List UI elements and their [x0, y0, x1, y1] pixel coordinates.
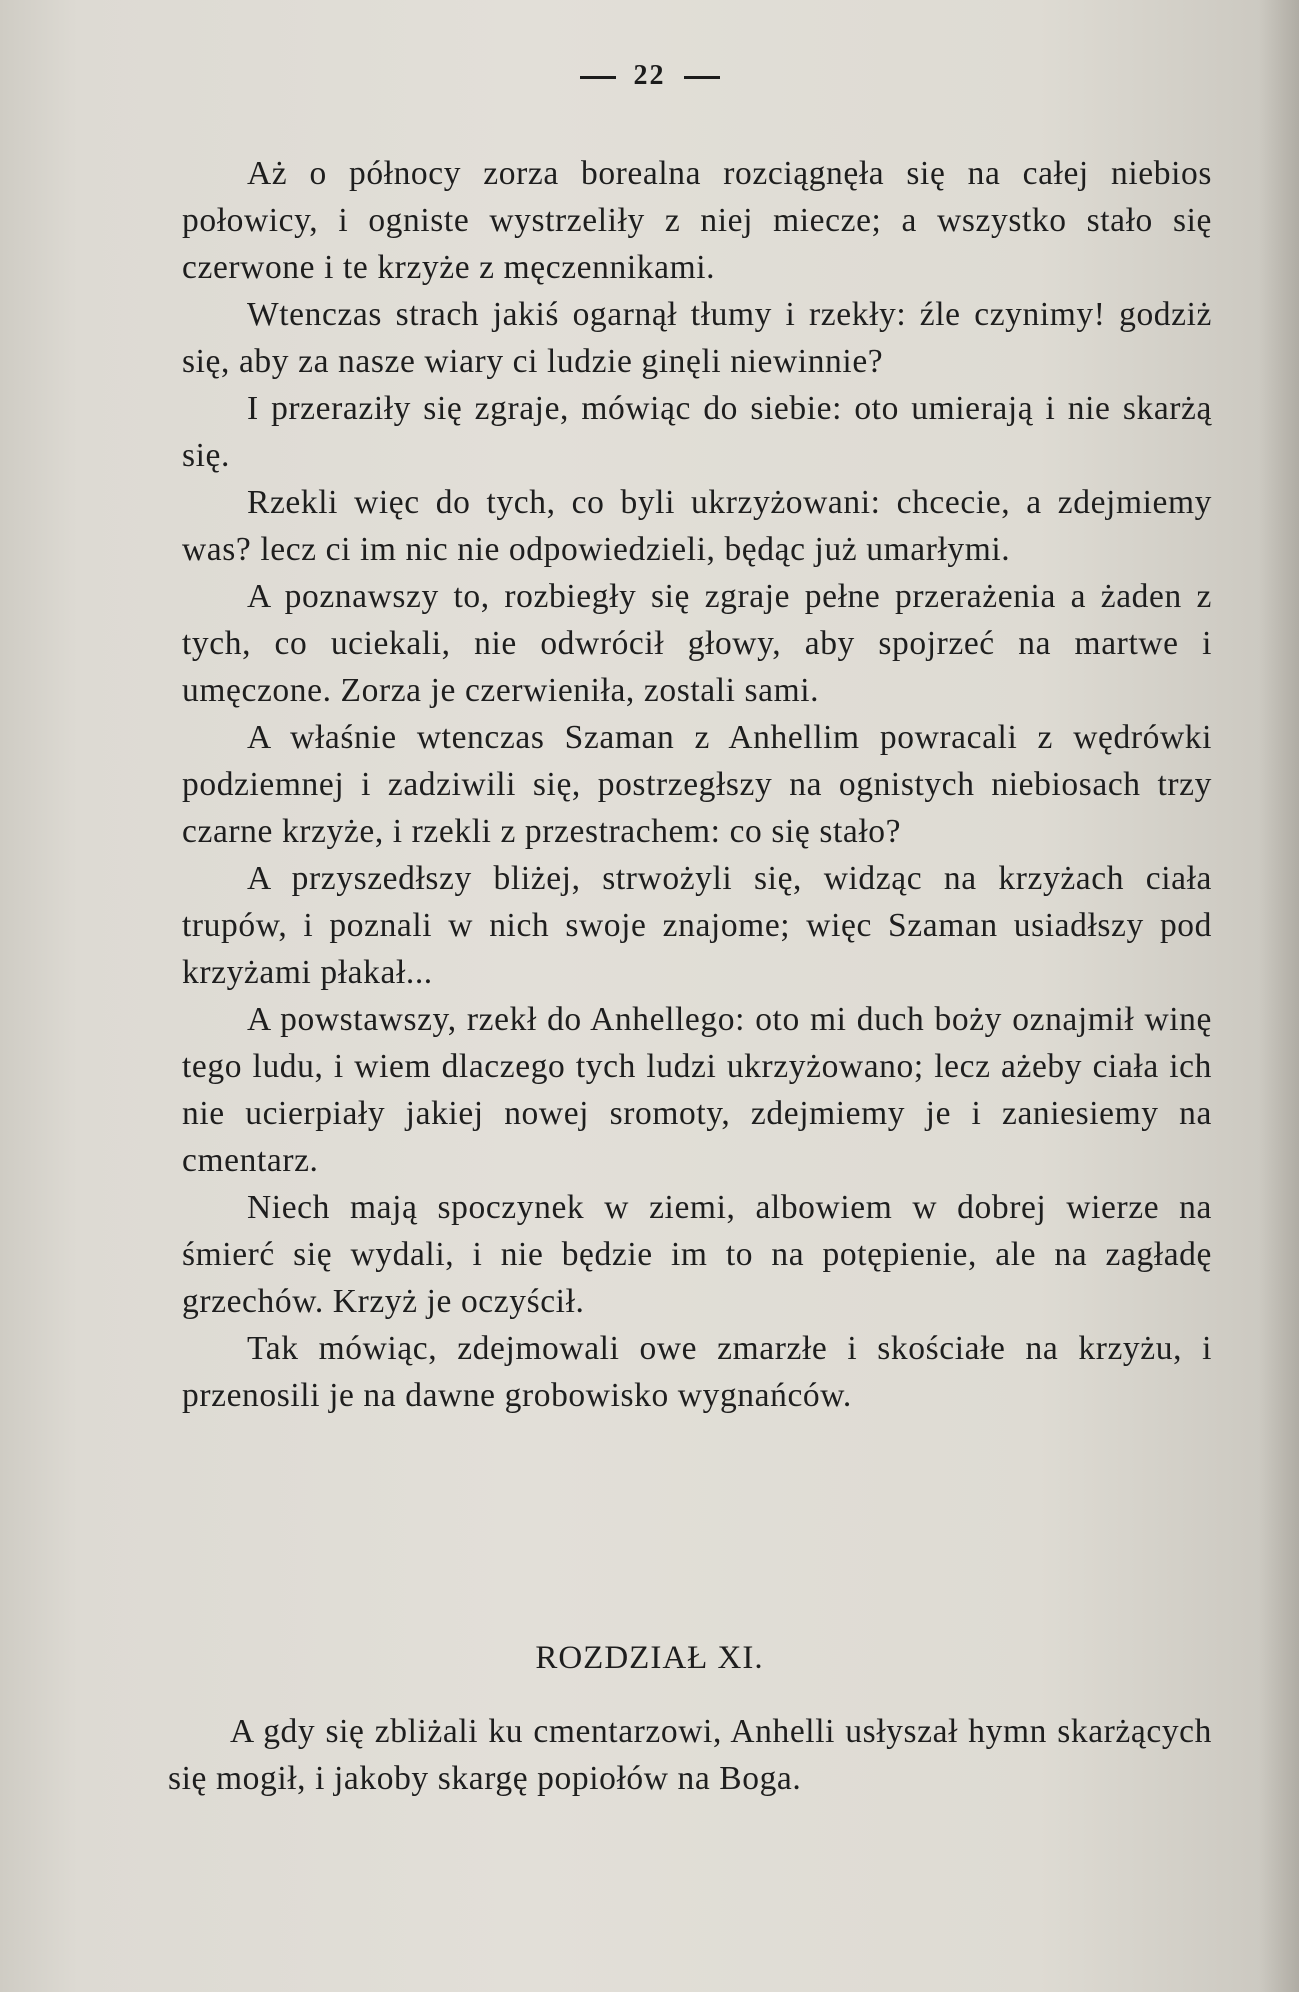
paragraph-3: I przeraziły się zgraje, mówiąc do siebie: oto umierają i nie skarżą się.: [182, 390, 1212, 474]
chapter-heading: ROZDZIAŁ XI.: [535, 1640, 764, 1676]
paragraph-7: A przyszedłszy bliżej, strwożyli się, widząc na krzyżach ciała trupów, i poznali w nich swoje znajome; więc Szaman usiadłszy pod krzyżami płakał...: [182, 860, 1212, 991]
chapter-body-text: [168, 1708, 1212, 1802]
paragraph-9: Niech mają spoczynek w ziemi, albowiem w dobrej wierze na śmierć się wydali, i nie będzie im to na potępienie, ale na zagładę grzechów. Krzyż je oczyścił.: [182, 1189, 1212, 1320]
paragraph-8: A powstawszy, rzekł do Anhellego: oto mi duch boży oznajmił winę tego ludu, i wiem dlaczego tych ludzi ukrzyżowano; lecz ażeby ciała ich nie ucierpiały jakiej nowej sromoty, zdejmiemy je i zaniesiemy na cmentarz.: [182, 1001, 1212, 1179]
chapter-paragraph-1: A gdy się zbliżali ku cmentarzowi, Anhelli usłyszał hymn skarżących się mogił, i jakoby skargę popiołów na Boga.: [168, 1713, 1212, 1797]
page-number: 22: [633, 60, 666, 91]
paragraph-6: A właśnie wtenczas Szaman z Anhellim powracali z wędrówki podziemnej i zadziwili się, postrzegłszy na ognistych niebiosach trzy czarne krzyże, i rzekli z przestrachem: co się stało?: [182, 719, 1212, 850]
body-text: [182, 150, 1212, 1419]
header-dash-left: [580, 76, 616, 79]
paragraph-10: Tak mówiąc, zdejmowali owe zmarzłe i skościałe na krzyżu, i przenosili je na dawne grobowisko wygnańców.: [182, 1330, 1212, 1414]
paragraph-1: Aż o północy zorza borealna rozciągnęła się na całej niebios połowicy, i ogniste wystrzeliły z niej miecze; a wszystko stało się czerwone i te krzyże z męczennikami.: [182, 155, 1212, 286]
page-edge-shadow: [1259, 0, 1299, 1992]
paragraph-2: Wtenczas strach jakiś ogarnął tłumy i rzekły: źle czynimy! godziż się, aby za nasze wiary ci ludzie ginęli niewinnie?: [182, 296, 1212, 380]
paragraph-5: A poznawszy to, rozbiegły się zgraje pełne przerażenia a żaden z tych, co uciekali, nie odwrócił głowy, aby spojrzeć na martwe i umęczone. Zorza je czerwieniła, zostali sami.: [182, 578, 1212, 709]
header-dash-right: [684, 76, 720, 79]
page-header: [0, 60, 1299, 92]
paragraph-4: Rzekli więc do tych, co byli ukrzyżowani: chcecie, a zdejmiemy was? lecz ci im nic nie odpowiedzieli, będąc już umarłymi.: [182, 484, 1212, 568]
